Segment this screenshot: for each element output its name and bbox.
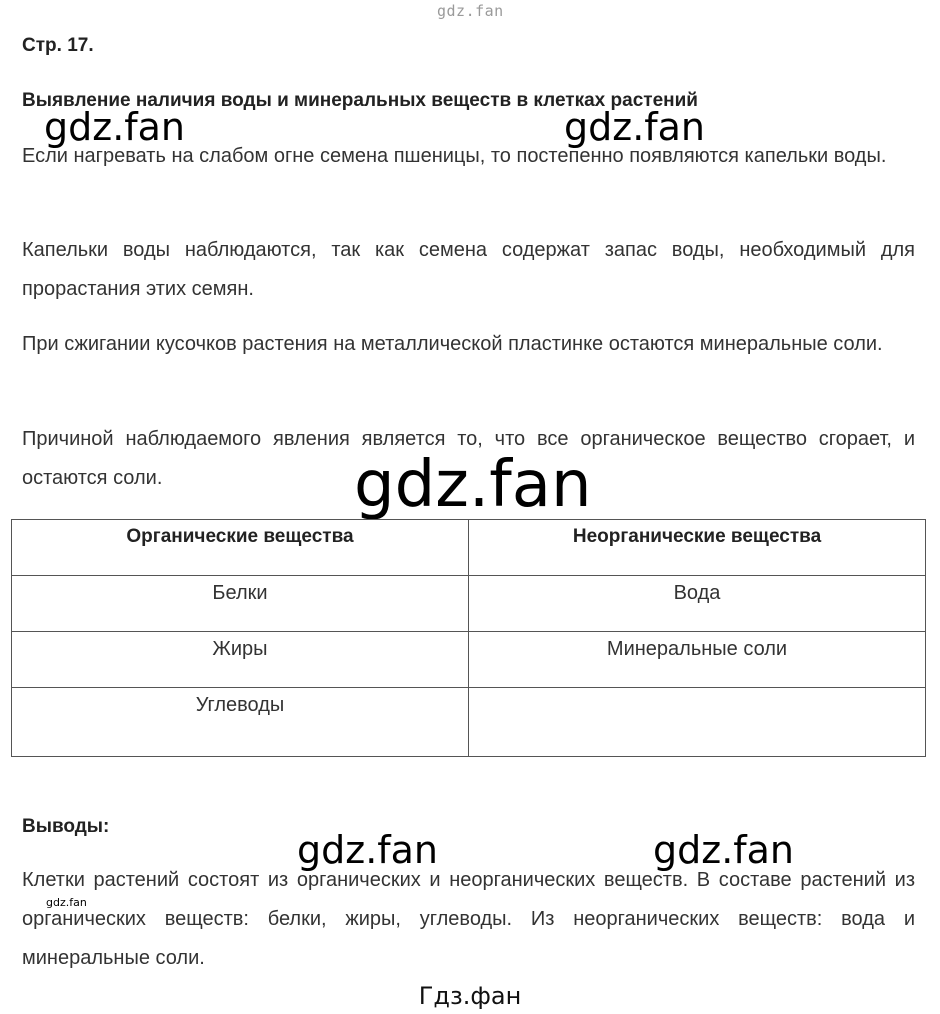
watermark-left-2: gdz.fan: [297, 828, 439, 872]
header-inorganic: Неорганические вещества: [469, 520, 926, 576]
watermark-left-1: gdz.fan: [44, 105, 186, 149]
table-cell: [469, 688, 926, 757]
table-row: [12, 632, 926, 688]
table-row: [12, 688, 926, 757]
table-cell: Минеральные соли: [469, 632, 926, 688]
conclusions-text: Клетки растений состоят из органических и неорганических веществ. В составе растений из органических веществ: белки, жиры, углеводы. Из неорганических веществ: вода и минеральные соли.: [22, 869, 915, 969]
table-header-row: [12, 520, 926, 576]
section-heading: Выявление наличия воды и минеральных веществ в клетках растений: [22, 90, 698, 111]
table-cell: Углеводы: [12, 688, 469, 757]
paragraph-reason: Причиной наблюдаемого явления является то, что все органическое вещество сгорает, и остаются соли.: [22, 428, 915, 489]
header-organic: Органические вещества: [12, 520, 469, 576]
watermark-right-2: gdz.fan: [653, 828, 795, 872]
table-cell: Жиры: [12, 632, 469, 688]
substances-table: [11, 519, 926, 757]
footer-watermark: Гдз.фан: [418, 982, 522, 1010]
watermark-right-1: gdz.fan: [564, 105, 706, 149]
paragraph-water-droplets: Капельки воды наблюдаются, так как семена содержат запас воды, необходимый для прорастания этих семян.: [22, 239, 915, 300]
paragraph-burning-plant: При сжигании кусочков растения на металлической пластинке остаются минеральные соли.: [22, 333, 883, 355]
table-cell: Белки: [12, 576, 469, 632]
watermark-top: gdz.fan: [437, 2, 504, 20]
conclusions-title: Выводы:: [22, 816, 110, 837]
table-row: [12, 576, 926, 632]
watermark-center: gdz.fan: [354, 448, 592, 522]
paragraph-heating-seeds: Если нагревать на слабом огне семена пшеницы, то постепенно появляются капельки воды.: [22, 145, 887, 167]
page-reference: Стр. 17.: [22, 35, 94, 56]
watermark-small: gdz.fan: [46, 896, 87, 909]
table-cell: Вода: [469, 576, 926, 632]
